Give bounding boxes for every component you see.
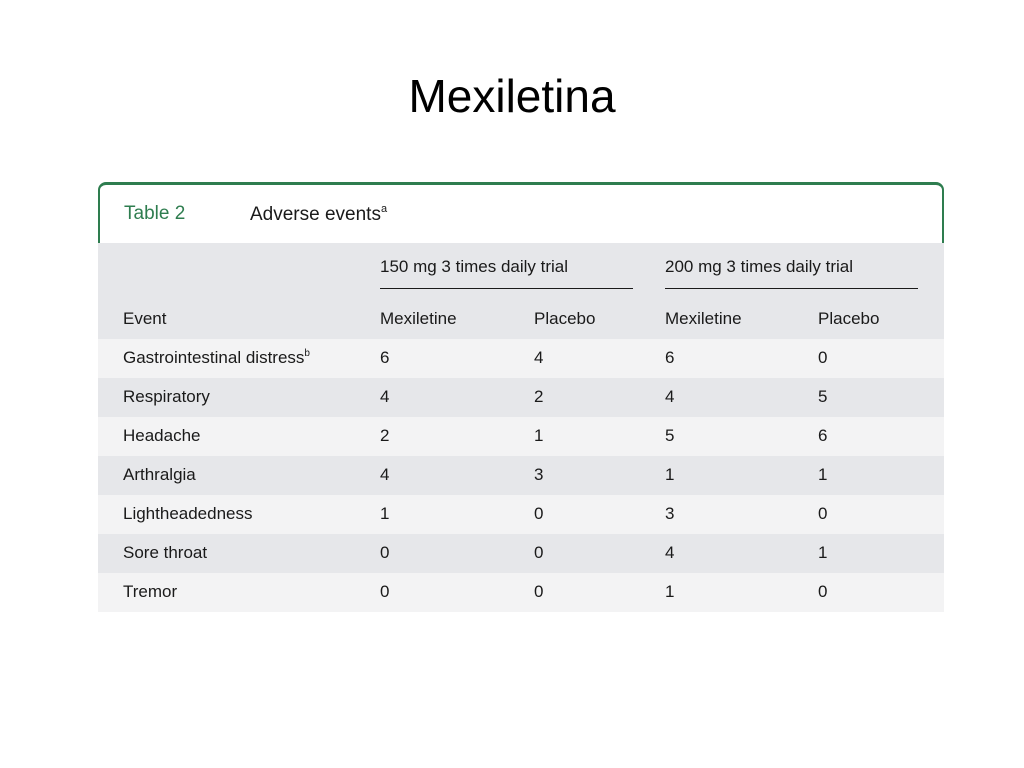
value-cell: 0 xyxy=(818,504,828,523)
group-header-rule-200mg xyxy=(665,288,918,289)
value-cell: 2 xyxy=(380,426,390,445)
value-cell: 2 xyxy=(534,387,544,406)
table-row xyxy=(98,495,944,534)
table-row xyxy=(98,339,944,378)
value-cell: 1 xyxy=(380,504,390,523)
value-cell: 3 xyxy=(665,504,675,523)
value-cell: 1 xyxy=(534,426,544,445)
column-header-event: Event xyxy=(123,309,167,328)
value-cell: 0 xyxy=(534,543,544,562)
value-cell: 4 xyxy=(534,348,544,367)
value-cell: 3 xyxy=(534,465,544,484)
group-header-200mg: 200 mg 3 times daily trial xyxy=(665,257,854,276)
event-name: Lightheadedness xyxy=(123,504,253,523)
value-cell: 4 xyxy=(380,387,390,406)
column-header-mexiletine-150: Mexiletine xyxy=(380,309,457,328)
table-row xyxy=(98,417,944,456)
event-name: Gastrointestinal distress xyxy=(123,348,305,367)
value-cell: 0 xyxy=(818,348,828,367)
value-cell: 0 xyxy=(534,504,544,523)
event-name: Tremor xyxy=(123,582,178,601)
column-header-mexiletine-200: Mexiletine xyxy=(665,309,742,328)
column-header-placebo-150: Placebo xyxy=(534,309,596,328)
table-caption-footnote-marker: a xyxy=(380,203,388,215)
table-row xyxy=(98,573,944,612)
table-caption-bar xyxy=(98,182,944,243)
group-header-150mg: 150 mg 3 times daily trial xyxy=(380,257,569,276)
group-header-rule-150mg xyxy=(380,288,633,289)
event-name: Respiratory xyxy=(123,387,210,406)
slide-title: Mexiletina xyxy=(408,70,616,122)
value-cell: 6 xyxy=(818,426,828,445)
value-cell: 4 xyxy=(665,543,675,562)
value-cell: 5 xyxy=(818,387,828,406)
value-cell: 1 xyxy=(665,582,675,601)
event-cell xyxy=(123,348,310,368)
table-row xyxy=(98,378,944,417)
value-cell: 5 xyxy=(665,426,675,445)
value-cell: 4 xyxy=(380,465,390,484)
event-name: Arthralgia xyxy=(123,465,196,484)
value-cell: 1 xyxy=(818,543,828,562)
value-cell: 4 xyxy=(665,387,675,406)
value-cell: 6 xyxy=(380,348,390,367)
value-cell: 1 xyxy=(665,465,675,484)
footnote-marker: b xyxy=(304,348,310,359)
table-body xyxy=(98,339,944,612)
value-cell: 0 xyxy=(380,582,390,601)
event-name: Sore throat xyxy=(123,543,208,562)
value-cell: 1 xyxy=(818,465,828,484)
table-caption-text: Adverse events xyxy=(250,204,381,225)
column-header-placebo-200: Placebo xyxy=(818,309,880,328)
adverse-events-table xyxy=(98,182,944,614)
table-label: Table 2 xyxy=(124,203,186,224)
value-cell: 0 xyxy=(380,543,390,562)
value-cell: 0 xyxy=(818,582,828,601)
value-cell: 0 xyxy=(534,582,544,601)
event-name: Headache xyxy=(123,426,201,445)
table-row xyxy=(98,456,944,495)
table-header xyxy=(98,243,944,339)
table-caption xyxy=(250,203,387,226)
value-cell: 6 xyxy=(665,348,675,367)
table-row xyxy=(98,534,944,573)
